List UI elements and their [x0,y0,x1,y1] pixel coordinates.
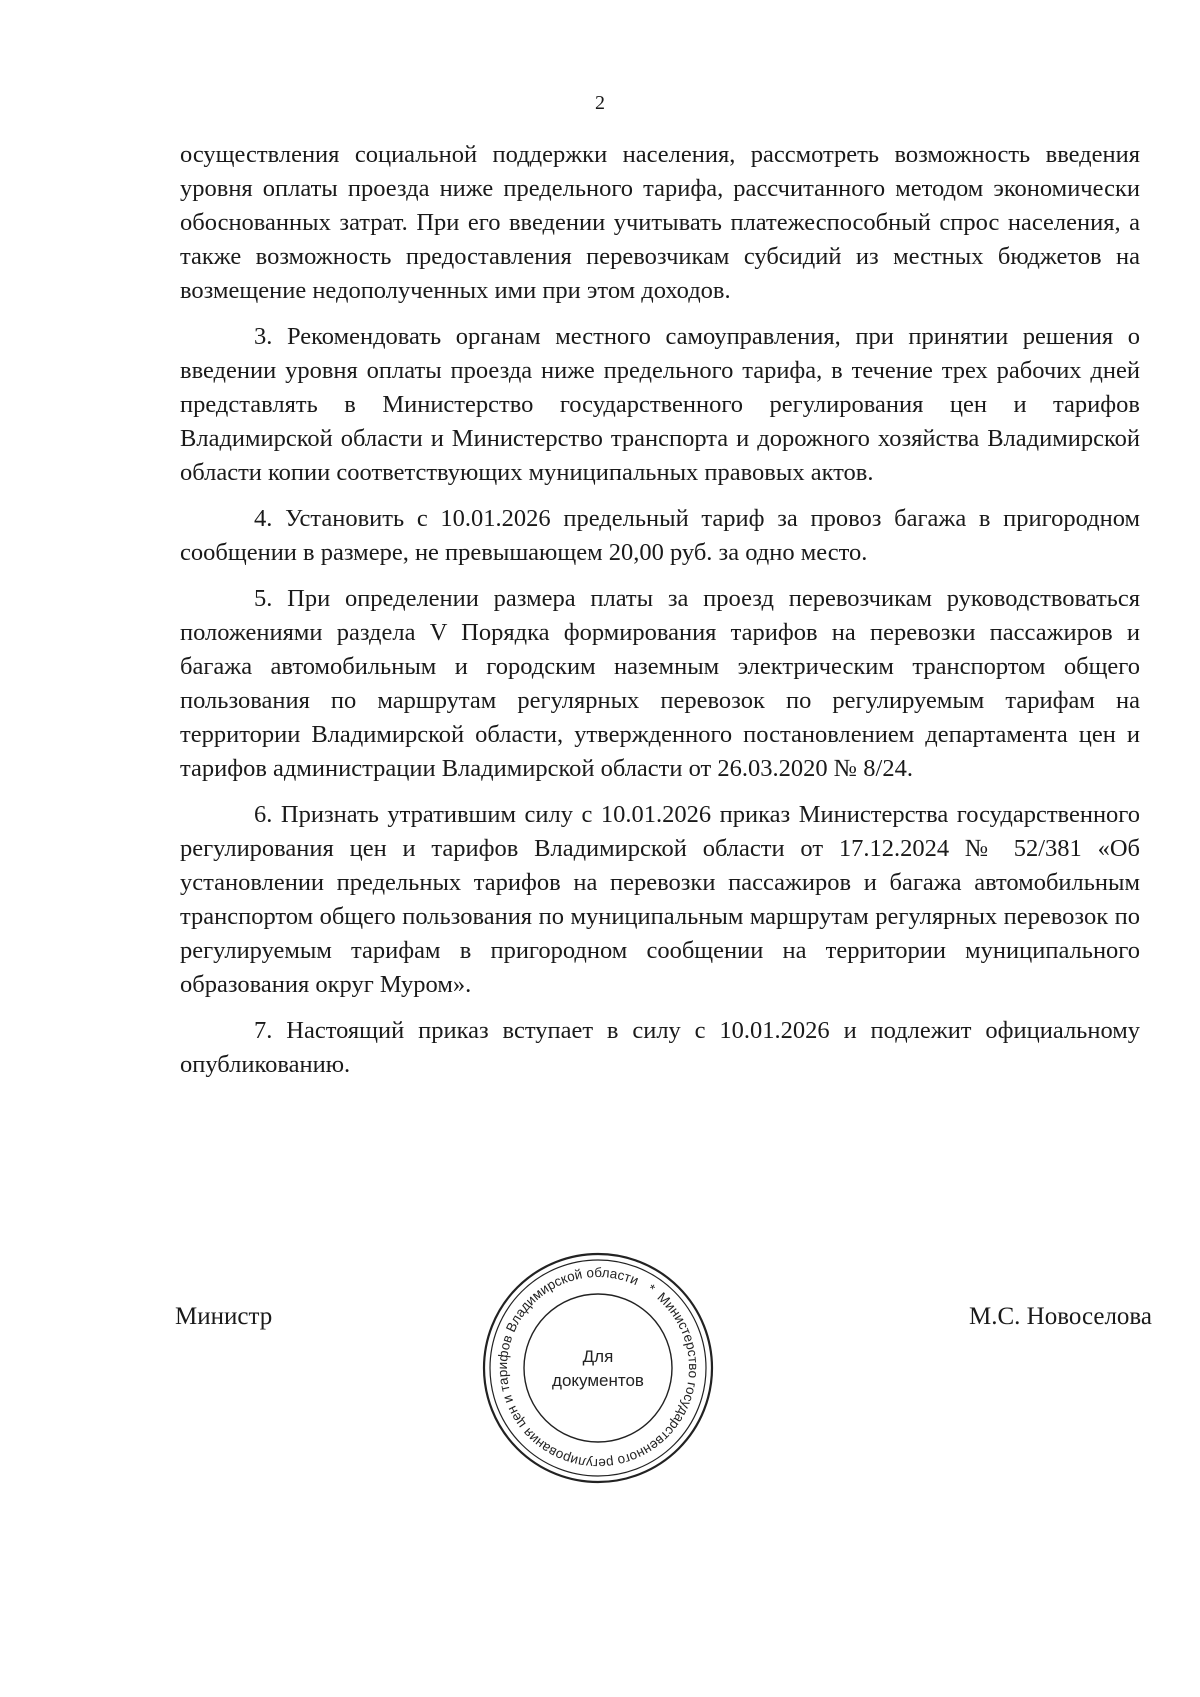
paragraph-7: 7. Настоящий приказ вступает в силу с 10.01.2026 и подлежит официальному опубликованию. [180,1017,1140,1078]
stamp-outer-ring [484,1254,712,1482]
official-stamp [478,1248,718,1488]
paragraph-6: 6. Признать утратившим силу с 10.01.2026 приказ Министерства государственного регулирования цен и тарифов Владимирской области от 17.12.2024 № 52/381 «Об установлении предельных тарифов на перевозки пассажиров и багажа автомобильным транспортом общего пользования по муниципальным маршрутам регулярных перевозок по регулируемым тарифам в пригородном сообщении на территории муниципального образования округ Муром». [180,801,1140,998]
paragraph-continuation: осуществления социальной поддержки населения, рассмотреть возможность введения уровня оплаты проезда ниже предельного тарифа, рассчитанного методом экономически обоснованных затрат. При его введении учитывать платежеспособный спрос населения, а также возможность предоставления перевозчикам субсидий из местных бюджетов на возмещение недополученных ими при этом доходов. [180,141,1140,304]
paragraph-3: 3. Рекомендовать органам местного самоуправления, при принятии решения о введении уровня оплаты проезда ниже предельного тарифа, в течение трех рабочих дней представлять в Министерство государственного регулирования цен и тарифов Владимирской области и Министерство транспорта и дорожного хозяйства Владимирской области копии соответствующих муниципальных правовых актов. [180,323,1140,486]
stamp-inner-ring [524,1294,672,1442]
page-number: 2 [595,92,605,114]
stamp-outer-ring-inner-line [490,1260,706,1476]
stamp-center-line2: документов [552,1371,644,1390]
signature-name: М.С. Новоселова [968,1303,1152,1330]
paragraph-5: 5. При определении размера платы за проезд перевозчикам руководствоваться положениями раздела V Порядка формирования тарифов на перевозки пассажиров и багажа автомобильным и городским наземным электрическим транспортом общего пользования по маршрутам регулярных перевозок по регулируемым тарифам на территории Владимирской области, утвержденного постановлением департамента цен и тарифов администрации Владимирской области от 26.03.2020 № 8/24. [180,585,1140,782]
signature-title: Министр [175,1303,273,1330]
paragraph-4: 4. Установить с 10.01.2026 предельный тариф за провоз багажа в пригородном сообщении в размере, не превышающем 20,00 руб. за одно место. [180,505,1140,566]
stamp-center-line1: Для [582,1347,614,1366]
document-body [180,138,1140,1094]
stamp-ring-text: Министерство государственного регулирования цен и тарифов Владимирской области * [494,1264,702,1472]
